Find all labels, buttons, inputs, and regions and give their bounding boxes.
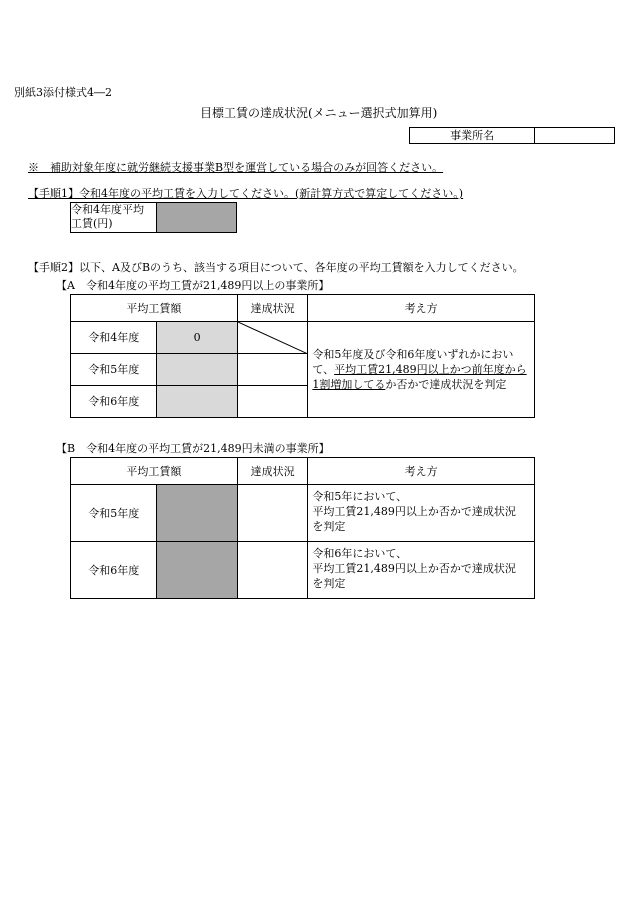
header-status: 達成状況: [237, 295, 308, 322]
step2-heading: 【手順2】以下、A及びBのうち、該当する項目について、各年度の平均工賃額を入力してください。: [28, 261, 524, 274]
form-id: 別紙3添付様式4―2: [14, 86, 112, 99]
diagonal-line: [238, 322, 308, 354]
wage-input-r6[interactable]: [157, 386, 237, 418]
row-year: 令和4年度: [71, 322, 157, 354]
header-approach: 考え方: [308, 458, 535, 485]
row-year: 令和6年度: [71, 386, 157, 418]
page-title: 目標工賃の達成状況(メニュー選択式加算用): [200, 106, 438, 120]
status-cell-r6: [237, 386, 308, 418]
office-name-field[interactable]: [535, 128, 615, 144]
wage-input-r6[interactable]: [157, 542, 237, 599]
step1-wage-input[interactable]: [157, 203, 237, 233]
section-a-table: [70, 294, 535, 418]
notice-text: ※ 補助対象年度に就労継続支援事業B型を運営している場合のみが回答ください。: [28, 161, 444, 174]
header-approach: 考え方: [308, 295, 535, 322]
section-b-heading: 【B 令和4年度の平均工賃が21,489円未満の事業所】: [56, 442, 330, 455]
wage-input-r4[interactable]: 0: [157, 322, 237, 354]
section-a-heading: 【A 令和4年度の平均工賃が21,489円以上の事業所】: [56, 279, 330, 292]
step1-heading: 【手順1】令和4年度の平均工賃を入力してください。(新計算方式で算定してください。): [28, 187, 464, 200]
wage-input-r5[interactable]: [157, 354, 237, 386]
office-name-label: 事業所名: [410, 128, 535, 144]
section-b-table: [70, 457, 535, 599]
approach-text-a: 令和5年度及び令和6年度いずれかにおい て、平均工賃21,489円以上かつ前年度から 1割増加してるか否かで達成状況を判定: [308, 322, 535, 418]
approach-text-b6: 令和6年において、 平均工賃21,489円以上か否かで達成状況 を判定: [308, 542, 535, 599]
header-wage: 平均工賃額: [71, 295, 238, 322]
status-cell-r5: [237, 354, 308, 386]
status-cell-r6: [237, 542, 308, 599]
status-cell-r4: [237, 322, 308, 354]
header-wage: 平均工賃額: [71, 458, 238, 485]
row-year: 令和6年度: [71, 542, 157, 599]
approach-text-b5: 令和5年において、 平均工賃21,489円以上か否かで達成状況 を判定: [308, 485, 535, 542]
office-name-table: [409, 127, 615, 144]
row-year: 令和5年度: [71, 485, 157, 542]
wage-input-r5[interactable]: [157, 485, 237, 542]
step1-field-label: 令和4年度平均 工賃(円): [71, 203, 157, 233]
row-year: 令和5年度: [71, 354, 157, 386]
step1-table: [70, 202, 237, 233]
header-status: 達成状況: [237, 458, 308, 485]
status-cell-r5: [237, 485, 308, 542]
